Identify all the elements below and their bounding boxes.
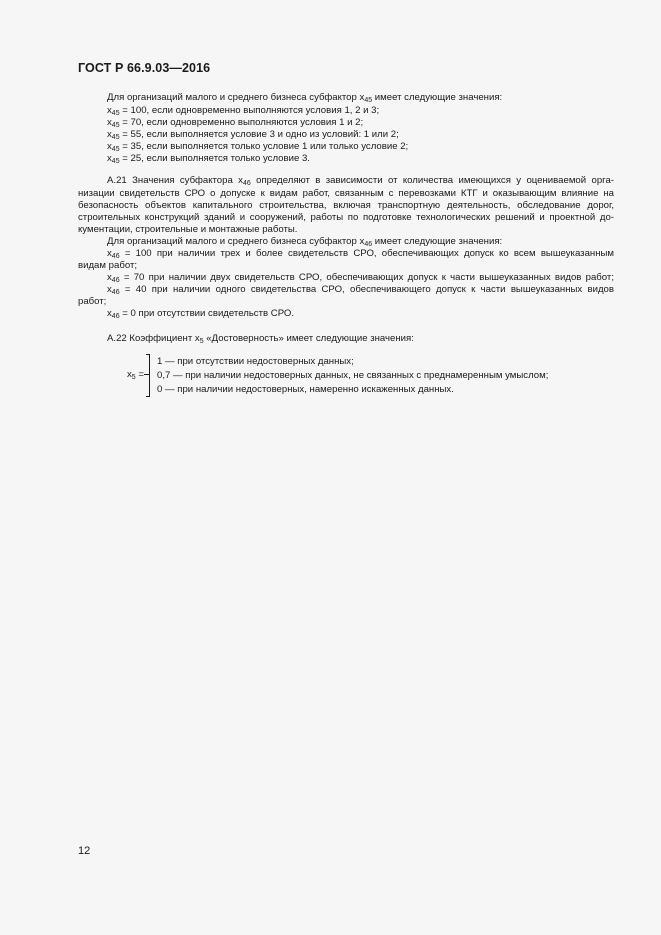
curly-brace-tip [144,374,149,375]
paragraph-a21-line3: безопасность объектов капитального строительства, включая транспортную деятельность, обследование дорог, [78,200,614,211]
list-item-x46: $x_{46} = 40$ при наличии одного свидетельства СРО, обеспечивающего допуск к части вышеуказанных видов [107,284,614,296]
paragraph-a22: А.22 Коэффициент $x_5$ «Достоверность» имеет следующие значения: [107,333,414,345]
paragraph-x45-intro: Для организаций малого и среднего бизнеса субфактор $x_{45}$ имеет следующие значения: [107,92,503,104]
paragraph-a21-line1: А.21 Значения субфактора $x_{46}$ определяют в зависимости от количества имеющихся у оцениваемой орга- [107,175,614,187]
formula-lhs: $x_5$ = [127,369,144,381]
list-item-x45: $x_{45} = 55$, если выполняется условие 3 и одно из условий: 1 или 2; [107,129,399,141]
paragraph-a21-line2: низации свидетельств СРО о допуске к видам работ, связанным с перевозками КТГ и оказывающим влияние на [78,188,614,199]
list-item-x45: $x_{45} = 25$, если выполняется только условие 3. [107,153,310,165]
list-item-x45: $x_{45} = 70$, если одновременно выполняются условия 1 и 2; [107,117,364,129]
formula-case: 0 — при наличии недостоверных, намеренно искаженных данных. [157,384,454,395]
list-item-x45: $x_{45} = 35$, если выполняется только условие 1 или только условие 2; [107,141,409,153]
list-item-x46-continuation: видам работ; [78,260,138,271]
document-header: ГОСТ Р 66.9.03—2016 [78,61,211,75]
list-item-x46: $x_{46} = 70$ при наличии двух свидетельств СРО, обеспечивающих допуск к части вышеуказанных видов работ; [107,272,614,284]
list-item-x46-continuation: работ; [78,296,107,307]
list-item-x45: $x_{45} = 100$, если одновременно выполняются условия 1, 2 и 3; [107,105,380,117]
paragraph-x46-intro: Для организаций малого и среднего бизнеса субфактор $x_{46}$ имеет следующие значения: [107,236,503,248]
formula-case: 0,7 — при наличии недостоверных данных, не связанных с преднамеренным умыслом; [157,370,549,381]
paragraph-a21-line5: кументации, строительные и монтажные работы. [78,224,298,235]
page-number: 12 [78,845,91,857]
paragraph-a21-line4: строительных конструкций зданий и сооружений, работы по подготовке технологических решений и проектной до- [78,212,614,223]
formula-case: 1 — при отсутствии недостоверных данных; [157,356,354,367]
list-item-x46: $x_{46} = 100$ при наличии трех и более свидетельств СРО, обеспечивающих допуск ко всем вышеуказанным [107,248,614,260]
curly-brace [149,354,156,397]
list-item-x46: $x_{46} = 0$ при отсутствии свидетельств СРО. [107,308,295,320]
